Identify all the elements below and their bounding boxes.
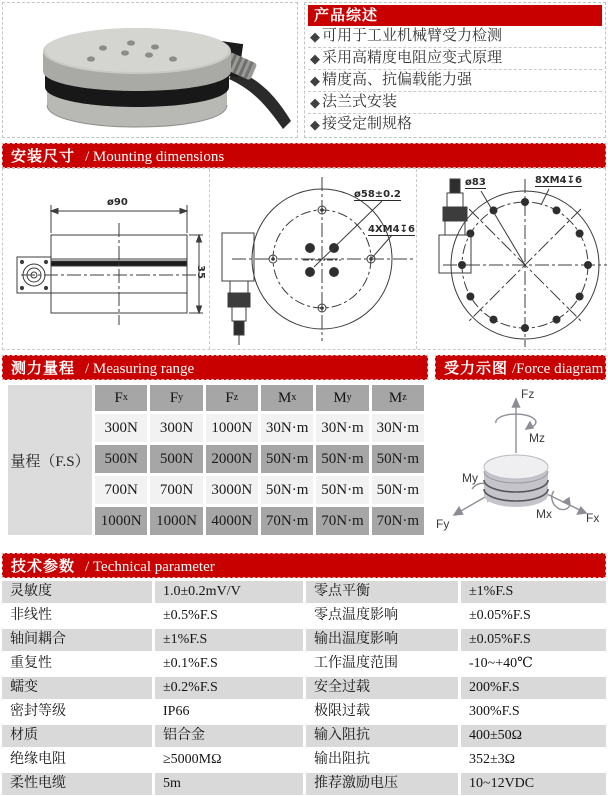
measuring-cell: 50N·m — [261, 476, 313, 504]
force-label-my: My — [462, 471, 478, 485]
drawing-side-view — [3, 169, 210, 349]
overview-item-text: 精度高、抗偏载能力强 — [322, 72, 473, 88]
column-header-base: F — [114, 389, 123, 406]
tech-label-cell: 零点平衡 — [306, 581, 458, 603]
tech-label-cell: 重复性 — [2, 653, 152, 675]
column-header-subscript: y — [178, 392, 184, 403]
measuring-column-header — [150, 385, 202, 411]
measuring-cell: 500N — [150, 445, 202, 473]
measuring-cell: 50N·m — [316, 476, 368, 504]
measuring-cell: 1000N — [95, 507, 147, 535]
measuring-cell: 70N·m — [372, 507, 424, 535]
measuring-grid — [8, 385, 424, 535]
mounting-title-en: / Mounting dimensions — [85, 149, 225, 165]
force-sensor-photo — [3, 3, 295, 137]
tech-value-cell: -10~+40℃ — [461, 653, 606, 675]
force-title-zh: 受力示图 — [444, 360, 509, 377]
technical-parameter-table — [2, 581, 606, 795]
tech-value-cell: 10~12VDC — [461, 773, 606, 795]
mounting-title-zh: 安装尺寸 — [11, 148, 76, 165]
top-row — [2, 2, 606, 138]
measuring-column-header — [206, 385, 258, 411]
tech-label-cell: 蠕变 — [2, 677, 152, 699]
overview-item-text: 可用于工业机械臂受力检测 — [322, 28, 503, 44]
side-view-diameter-label: ø90 — [107, 197, 128, 208]
measuring-cell: 1000N — [150, 507, 202, 535]
measuring-column-header — [261, 385, 313, 411]
tech-label-cell: 极限过载 — [306, 701, 458, 723]
mounting-drawings — [2, 168, 606, 350]
measuring-title-zh: 测力量程 — [11, 360, 76, 377]
measuring-cell: 50N·m — [316, 445, 368, 473]
tech-value-cell: ±0.05%F.S — [461, 629, 606, 651]
tech-label-cell: 材质 — [2, 725, 152, 747]
diamond-bullet-icon: ◆ — [310, 51, 320, 66]
measuring-cell: 50N·m — [261, 445, 313, 473]
overview-item-text: 接受定制规格 — [322, 116, 413, 132]
measuring-cell: 300N — [150, 414, 202, 442]
tech-value-cell: ±1%F.S — [155, 629, 303, 651]
measuring-cell: 700N — [95, 476, 147, 504]
column-header-base: M — [333, 389, 347, 406]
tech-label-cell: 输入阻抗 — [306, 725, 458, 747]
tech-value-cell: 5m — [155, 773, 303, 795]
measuring-title-en: / Measuring range — [85, 361, 195, 377]
diamond-bullet-icon: ◆ — [310, 117, 320, 132]
tech-value-cell: ±0.1%F.S — [155, 653, 303, 675]
measuring-row-header: 量程（F.S） — [8, 385, 92, 535]
measuring-range-table — [2, 383, 428, 543]
force-label-mx: Mx — [536, 507, 552, 521]
tech-label-cell: 输出温度影响 — [306, 629, 458, 651]
overview-item-text: 采用高精度电阻应变式原理 — [322, 50, 503, 66]
top-view-thread-label: 4XM4↧6 — [368, 224, 415, 235]
diamond-bullet-icon: ◆ — [310, 29, 320, 44]
force-label-fx: Fx — [586, 511, 600, 525]
product-overview — [304, 2, 606, 138]
diamond-bullet-icon: ◆ — [310, 95, 320, 110]
technical-title-en: / Technical parameter — [85, 559, 215, 575]
tech-label-cell: 轴间耦合 — [2, 629, 152, 651]
measuring-cell: 70N·m — [316, 507, 368, 535]
measuring-cell: 50N·m — [372, 445, 424, 473]
tech-label-cell: 推荐激励电压 — [306, 773, 458, 795]
force-label-fz: Fz — [521, 387, 535, 401]
side-view-height-label: 35 — [195, 265, 206, 279]
measuring-cell: 500N — [95, 445, 147, 473]
overview-item-text: 法兰式安装 — [322, 94, 398, 110]
measuring-cell: 50N·m — [372, 476, 424, 504]
measuring-cell: 30N·m — [261, 414, 313, 442]
tech-value-cell: 300%F.S — [461, 701, 606, 723]
overview-title: 产品综述 — [308, 5, 602, 26]
tech-label-cell: 输出阻抗 — [306, 749, 458, 771]
side-view-lines-icon — [3, 169, 209, 347]
overview-item — [308, 26, 602, 48]
column-header-base: F — [169, 389, 179, 406]
drawing-bottom-view — [417, 169, 607, 349]
tech-value-cell: ±1%F.S — [461, 581, 606, 603]
force-diagram-header — [435, 355, 606, 380]
bottom-view-lines-icon — [417, 169, 607, 347]
tech-label-cell: 密封等级 — [2, 701, 152, 723]
column-header-subscript: y — [346, 392, 352, 403]
measuring-cell: 4000N — [206, 507, 258, 535]
column-header-subscript: z — [402, 392, 407, 403]
tech-value-cell: 1.0±0.2mV/V — [155, 581, 303, 603]
measuring-cell: 700N — [150, 476, 202, 504]
tech-value-cell: 200%F.S — [461, 677, 606, 699]
top-view-bolt-circle-label: ø58±0.2 — [354, 189, 401, 200]
measuring-cell: 300N — [95, 414, 147, 442]
tech-label-cell: 安全过载 — [306, 677, 458, 699]
measuring-column-header — [95, 385, 147, 411]
column-header-base: M — [277, 389, 292, 406]
measuring-cell: 70N·m — [261, 507, 313, 535]
tech-value-cell: ±0.2%F.S — [155, 677, 303, 699]
dual-section-headers — [2, 355, 606, 380]
mounting-section-header — [2, 143, 606, 168]
tech-value-cell: 352±3Ω — [461, 749, 606, 771]
tech-value-cell: ±0.05%F.S — [461, 605, 606, 627]
technical-section-header — [2, 553, 606, 578]
bottom-view-bolt-circle-label: ø83 — [465, 177, 486, 188]
measuring-cell: 30N·m — [372, 414, 424, 442]
measuring-column-header — [316, 385, 368, 411]
tech-value-cell: 铝合金 — [155, 725, 303, 747]
column-header-base: F — [225, 389, 234, 406]
measuring-cell: 3000N — [206, 476, 258, 504]
tech-label-cell: 零点温度影响 — [306, 605, 458, 627]
column-header-subscript: x — [291, 392, 297, 403]
overview-item — [308, 48, 602, 70]
tech-label-cell: 柔性电缆 — [2, 773, 152, 795]
force-diagram-icon — [428, 383, 598, 543]
column-header-base: M — [388, 389, 403, 406]
overview-item — [308, 114, 602, 135]
measuring-cell: 1000N — [206, 414, 258, 442]
tech-value-cell: ±0.5%F.S — [155, 605, 303, 627]
force-diagram — [428, 383, 606, 543]
tech-label-cell: 灵敏度 — [2, 581, 152, 603]
drawing-top-view — [210, 169, 417, 349]
force-label-fy: Fy — [436, 517, 450, 531]
diamond-bullet-icon: ◆ — [310, 73, 320, 88]
force-title-en: /Force diagram — [512, 361, 604, 377]
tech-value-cell: IP66 — [155, 701, 303, 723]
tech-label-cell: 非线性 — [2, 605, 152, 627]
measuring-row — [2, 383, 606, 543]
column-header-subscript: x — [122, 392, 128, 403]
overview-item — [308, 70, 602, 92]
bottom-view-thread-label: 8XM4↧6 — [535, 175, 582, 186]
overview-item — [308, 92, 602, 114]
tech-label-cell: 工作温度范围 — [306, 653, 458, 675]
force-label-mz: Mz — [529, 431, 545, 445]
tech-label-cell: 绝缘电阻 — [2, 749, 152, 771]
column-header-subscript: z — [233, 392, 239, 403]
measuring-cell: 30N·m — [316, 414, 368, 442]
measuring-cell: 2000N — [206, 445, 258, 473]
technical-title-zh: 技术参数 — [11, 558, 76, 575]
tech-value-cell: 400±50Ω — [461, 725, 606, 747]
tech-value-cell: ≥5000MΩ — [155, 749, 303, 771]
product-photo — [2, 2, 298, 138]
overview-list — [308, 26, 602, 135]
measuring-column-header — [372, 385, 424, 411]
measuring-section-header — [2, 355, 428, 380]
